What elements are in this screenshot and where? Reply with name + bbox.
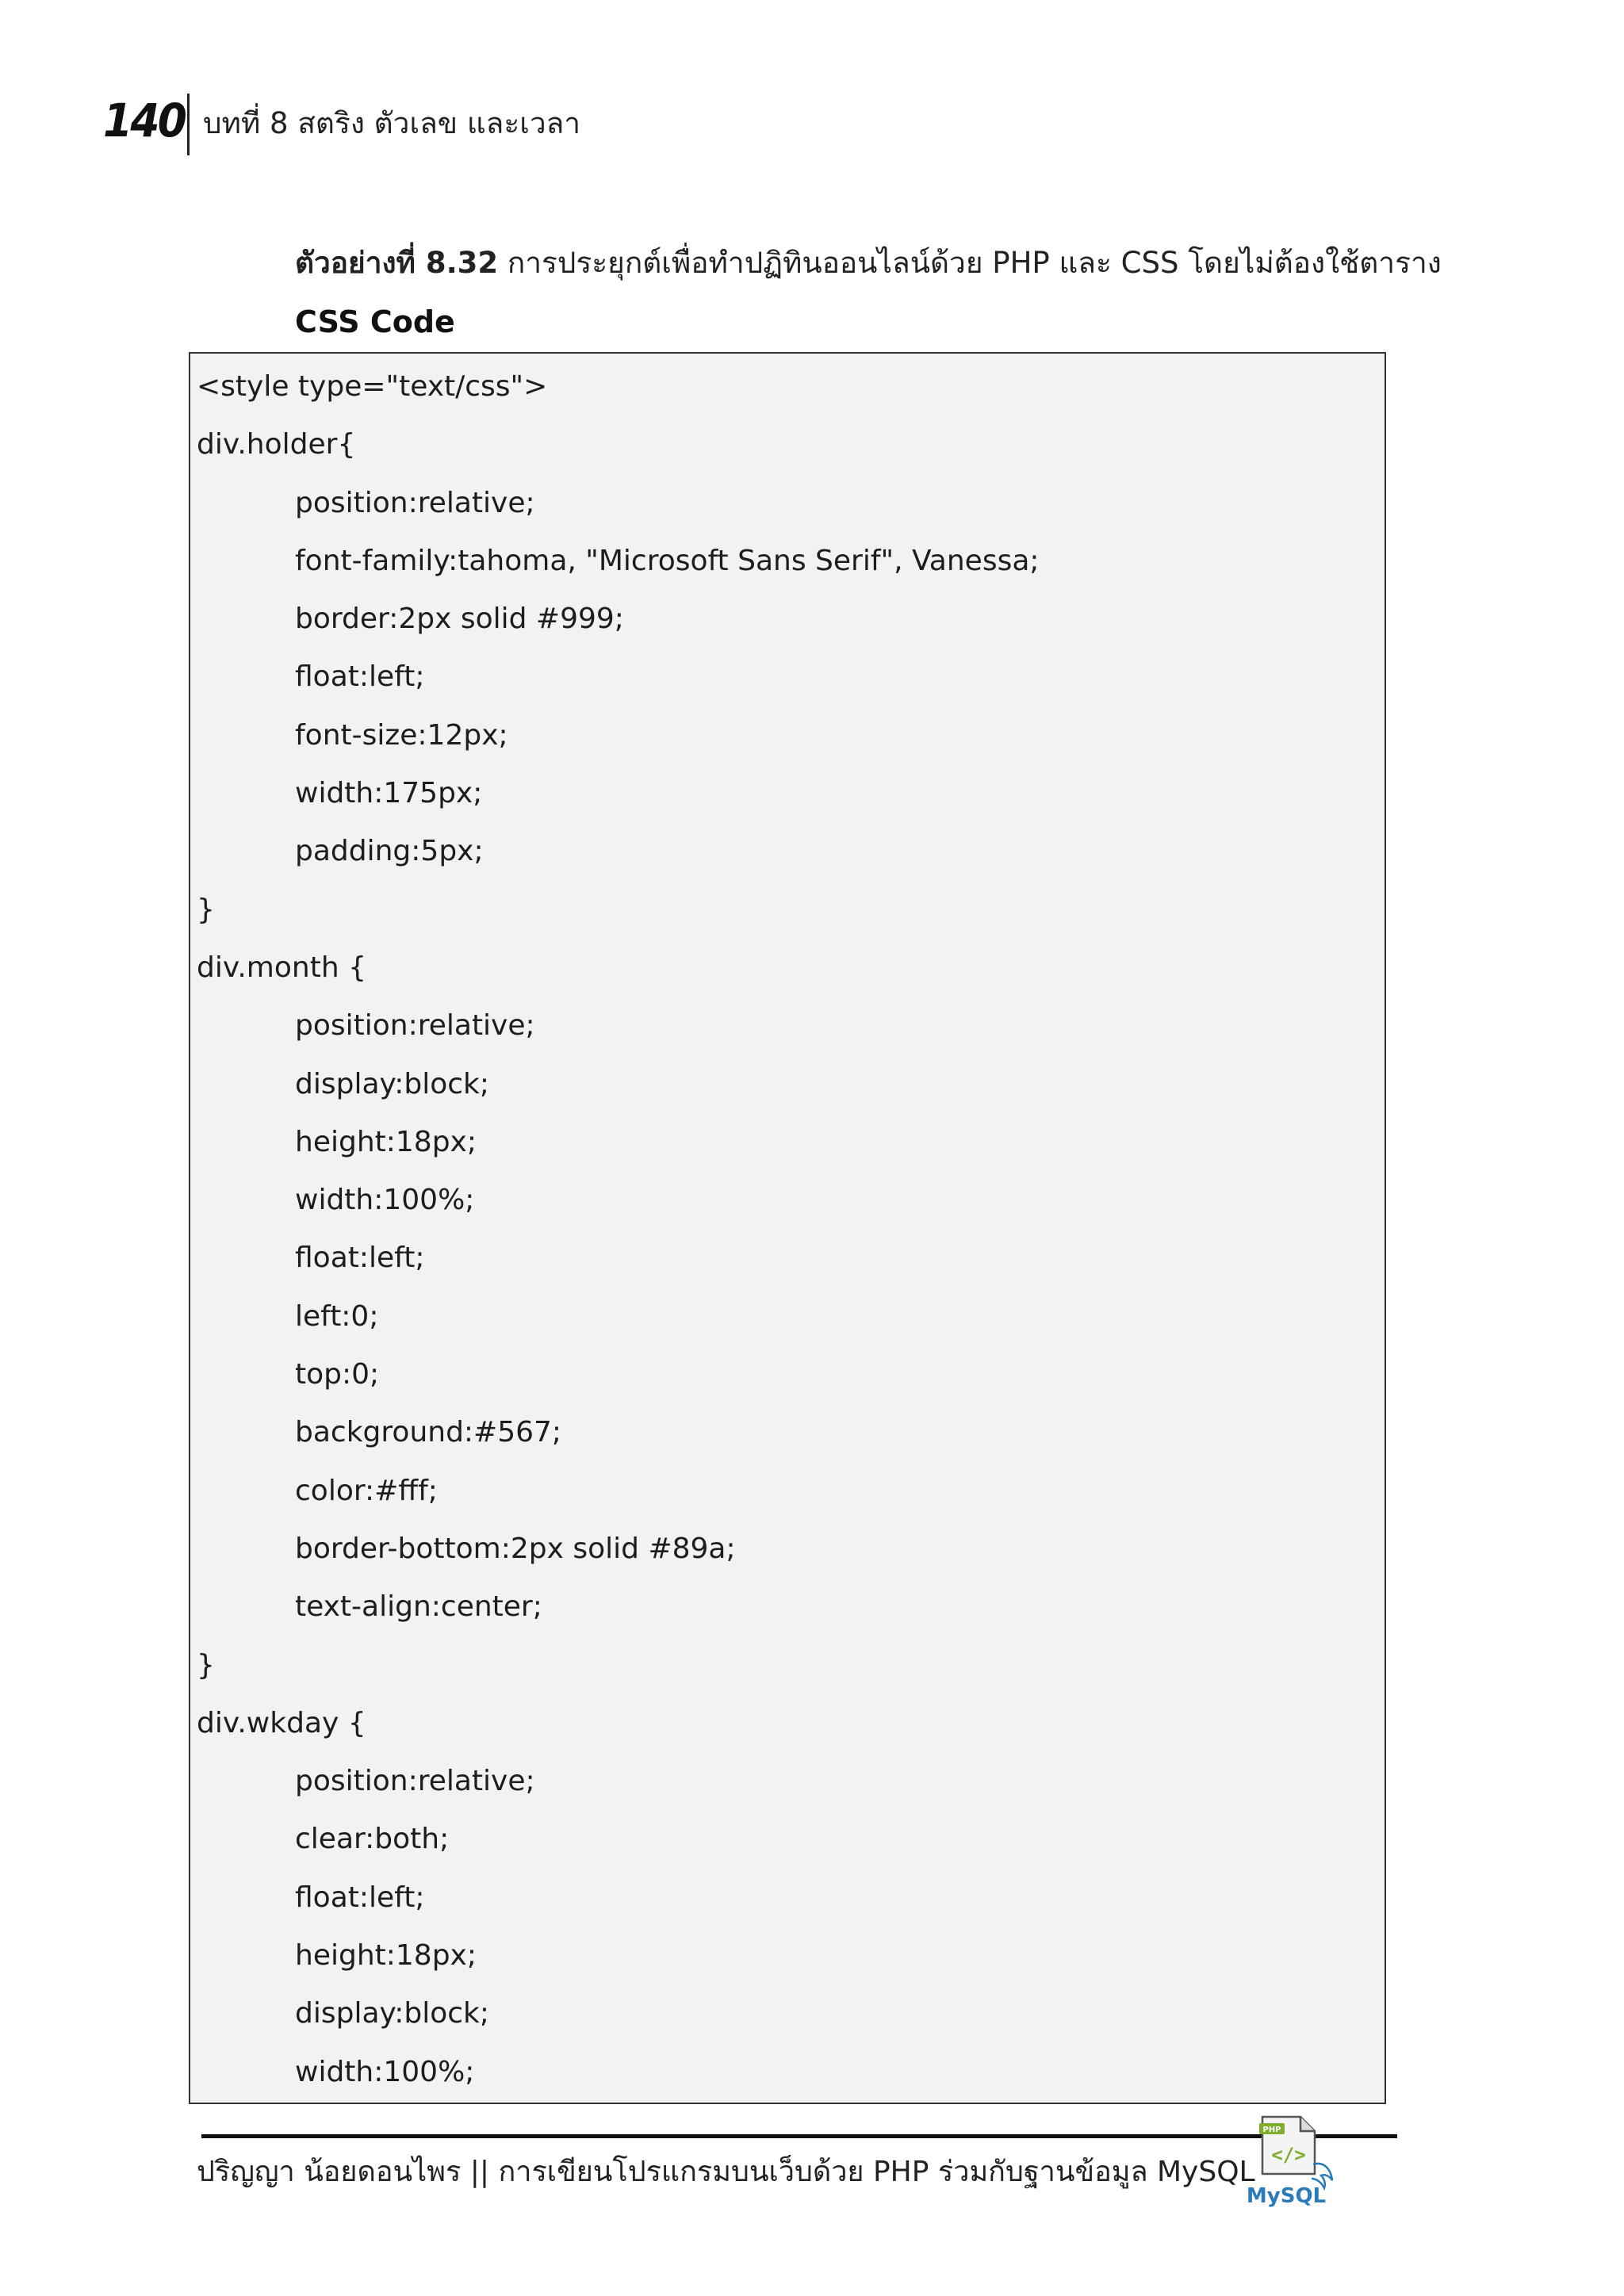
chapter-title: บทที่ 8 สตริง ตัวเลข และเวลา: [203, 106, 581, 140]
code-line: height:18px;: [295, 1939, 477, 1973]
svg-text:</>: </>: [1271, 2144, 1306, 2166]
code-lines: [197, 369, 1040, 2104]
code-line: float:left;: [295, 660, 425, 694]
code-line: left:0;: [295, 1299, 379, 1333]
code-line: width:175px;: [295, 777, 483, 810]
example-description: การประยุกต์เพื่อทำปฏิทินออนไลน์ด้วย PHP และ CSS โดยไม่ต้องใช้ตาราง: [498, 246, 1442, 280]
header-divider: [187, 94, 190, 155]
code-line: font-family:tahoma, "Microsoft Sans Serif", Vanessa;: [295, 544, 1040, 577]
code-line: display:block;: [295, 1067, 489, 1100]
code-line: div.holder{: [197, 428, 356, 461]
code-line: position:relative;: [295, 1765, 535, 1798]
code-block: [189, 352, 1386, 2104]
code-line: color:#fff;: [295, 1474, 438, 1507]
example-caption: [295, 241, 1442, 285]
code-line: clear:both;: [295, 1823, 450, 1856]
code-line: font-size:12px;: [295, 718, 508, 752]
code-line: float:left;: [295, 1881, 425, 1914]
code-line: height:18px;: [295, 1125, 477, 1158]
mysql-logo-text: MySQL: [1246, 2184, 1327, 2208]
code-line: border-bottom:2px solid #89a;: [295, 1532, 736, 1565]
footer-rule: [201, 2134, 1397, 2138]
example-label: ตัวอย่างที่ 8.32: [295, 246, 499, 280]
code-line: }: [197, 1648, 215, 1682]
code-line: display:block;: [295, 1997, 489, 2030]
code-line: padding:5px;: [295, 835, 484, 868]
code-line: float:left;: [295, 1242, 425, 1275]
code-line: top:0;: [295, 1358, 380, 1391]
code-line: position:relative;: [295, 486, 535, 519]
code-line: width:100%;: [295, 2055, 475, 2088]
code-line: <style type="text/css">: [197, 370, 548, 403]
code-line: text-align:center;: [295, 1590, 542, 1624]
code-line: width:100%;: [295, 1184, 475, 1217]
code-heading: CSS Code: [295, 304, 455, 339]
footer-text: ปริญญา น้อยดอนไพร || การเขียนโปรแกรมบนเว็บด้วย PHP ร่วมกับฐานข้อมูล MySQL: [197, 2156, 1255, 2188]
code-line: border:2px solid #999;: [295, 603, 624, 636]
php-mysql-logo-icon: [1237, 2109, 1348, 2220]
code-line: div.month {: [197, 951, 366, 984]
code-line: position:relative;: [295, 1009, 535, 1043]
code-line: background:#567;: [295, 1416, 562, 1449]
page-number: 140: [103, 94, 186, 147]
php-badge-text: PHP: [1262, 2126, 1281, 2134]
code-line: }: [197, 893, 215, 926]
code-line: div.wkday {: [197, 1706, 366, 1739]
